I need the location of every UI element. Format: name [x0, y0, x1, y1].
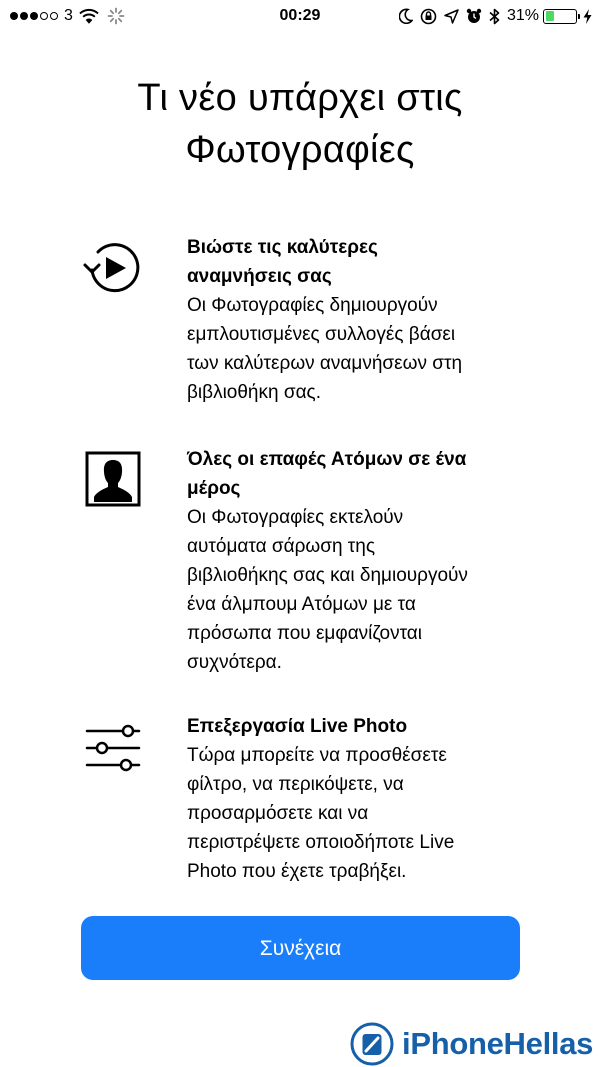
title-line-1: Τι νέο υπάρχει στις — [137, 77, 463, 119]
feature-live-photo — [187, 712, 547, 886]
feature-people — [187, 445, 547, 677]
people-portrait-icon — [85, 451, 143, 509]
memories-play-icon — [81, 236, 145, 300]
status-bar-right — [399, 7, 592, 25]
iphonehellas-logo-icon — [350, 1022, 394, 1066]
feature-heading: Όλες οι επαφές Ατόμων σε ένα μέρος — [187, 449, 467, 499]
title-line-2: Φωτογραφίες — [185, 129, 415, 171]
charging-bolt-icon — [583, 9, 592, 24]
battery-level-fill — [546, 11, 555, 21]
feature-memories — [187, 233, 547, 407]
location-arrow-icon — [444, 9, 459, 24]
feature-description: Οι Φωτογραφίες δημιουργούν εμπλουτισμένες συλλογές βάσει των καλύτερων αναμνήσεων στη βιβλιοθήκη σας. — [187, 295, 463, 403]
feature-description: Τώρα μπορείτε να προσθέσετε φίλτρο, να περικόψετε, να προσαρμόσετε και να περιστρέψετε οποιοδήποτε Live Photo που έχετε τραβήξει. — [187, 745, 455, 882]
rotation-lock-icon — [420, 8, 437, 25]
status-bar — [0, 0, 600, 34]
adjustment-sliders-icon — [85, 724, 143, 774]
page-title — [0, 72, 600, 176]
feature-heading: Βιώστε τις καλύτερες αναμνήσεις σας — [187, 237, 378, 287]
feature-heading: Επεξεργασία Live Photo — [187, 716, 408, 737]
continue-button[interactable]: Συνέχεια — [81, 916, 520, 980]
watermark — [350, 1022, 593, 1066]
battery-percent: 31% — [506, 7, 539, 24]
bluetooth-icon — [489, 8, 500, 25]
alarm-icon — [466, 8, 482, 24]
feature-description: Οι Φωτογραφίες εκτελούν αυτόματα σάρωση της βιβλιοθήκης σας και δημιουργούν ένα άλμπουμ Ατόμων με τα πρόσωπα που εμφανίζονται συχνότερα. — [187, 507, 468, 673]
carrier-label: 3 — [64, 7, 73, 24]
watermark-text: iPhoneHellas — [402, 1026, 594, 1061]
moon-icon — [399, 8, 413, 24]
status-time: 00:29 — [279, 7, 321, 24]
battery-icon — [543, 9, 577, 24]
